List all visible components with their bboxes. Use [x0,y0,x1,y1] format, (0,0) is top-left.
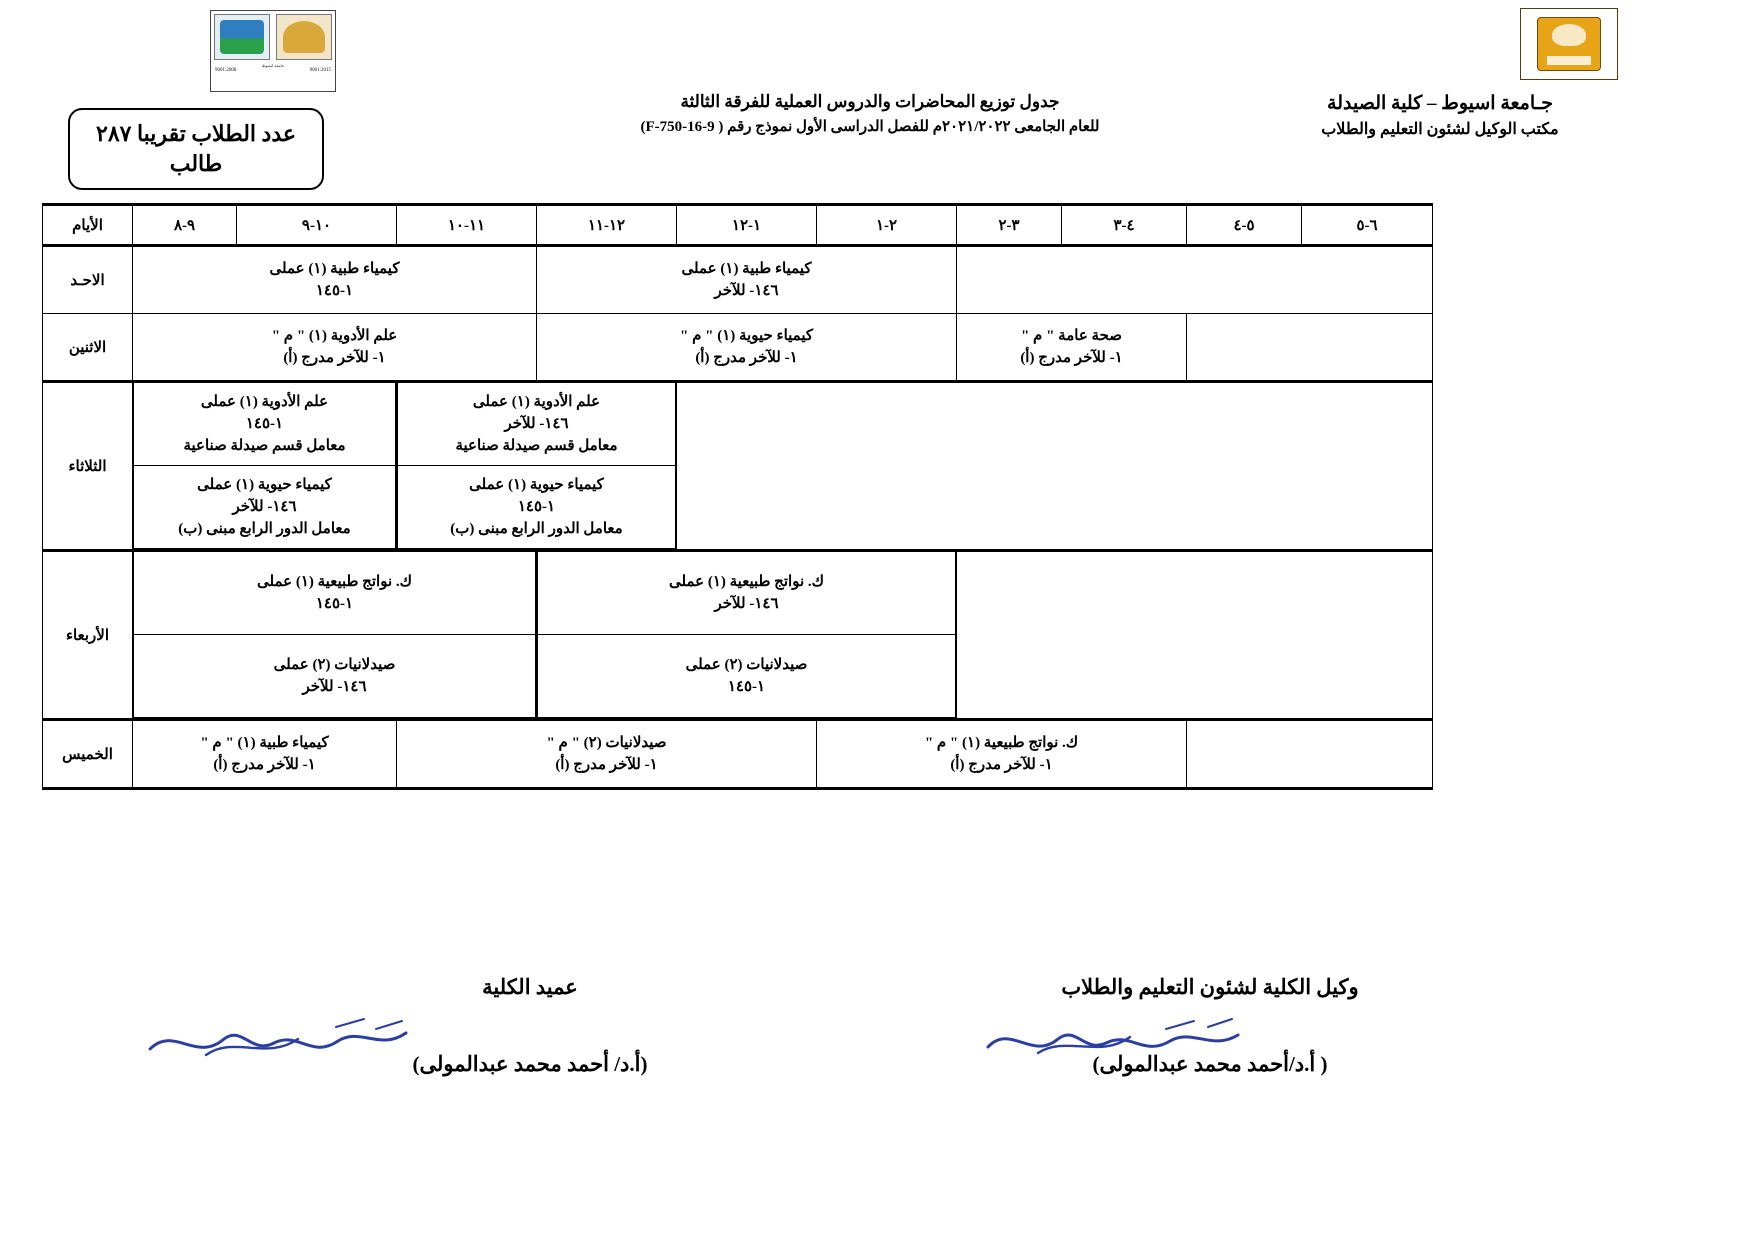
sunday-session-2-line2: ١-١٤٥ [315,283,354,299]
wednesday-b-s1-line1: ك. نواتج طبيعية (١) عملى [256,574,412,590]
title-secondary: للعام الجامعى ٢٠٢١/٢٠٢٢م للفصل الدراسى الأول نموذج رقم ( 9-16-750-F) [640,119,1100,135]
vice-dean-title: وكيل الكلية لشئون التعليم والطلاب [1061,975,1359,999]
day-label-thursday: الخميس [43,720,133,789]
time-slot-5-6: ٦-٥ [1302,205,1433,246]
time-slot-3-4: ٤-٣ [1062,205,1187,246]
tuesday-b-session-2-cell [134,466,396,549]
thursday-session-3-line2: ١- للآخر مدرج (أ) [213,757,316,773]
table-row-tuesday [43,382,1433,551]
wednesday-b-s1-line2: ١-١٤٥ [315,596,354,612]
wednesday-a-s1-line2: ١٤٦- للآخر [714,596,779,612]
monday-session-3-line1: علم الأدوية (١) " م " [271,328,398,344]
page-header [0,0,1755,190]
time-slot-10-11: ١١-١٠ [397,205,537,246]
days-column-header: الأيام [43,205,133,246]
time-header-row [43,205,1433,246]
tuesday-a-s2-line3: معامل الدور الرابع مبنى (ب) [450,521,623,537]
office-name: مكتب الوكيل لشئون التعليم والطلاب [1321,121,1559,138]
tuesday-b-session-1 [134,383,396,466]
sunday-session-1-line2: ١٤٦- للآخر [714,283,779,299]
title-primary: جدول توزيع المحاضرات والدروس العملية للفرقة الثالثة [680,92,1060,111]
wednesday-b-session-1 [134,552,536,635]
dean-title: عميد الكلية [482,975,578,999]
wednesday-column-b-sessions [133,552,536,718]
time-slot-1-2: ٢-١ [817,205,957,246]
monday-empty-afternoon [1187,314,1433,382]
thursday-empty-afternoon [1187,720,1433,789]
table-row-wednesday [43,551,1433,720]
sunday-session-1 [537,246,957,314]
iso-label-right: 9001:2008 [215,68,237,73]
university-emblem-icon [276,14,332,60]
monday-session-1-line2: ١- للآخر مدرج (أ) [1020,350,1123,366]
schedule-table [42,203,1433,790]
wednesday-b-s2-line2: ١٤٦- للآخر [302,679,367,695]
table-row-thursday [43,720,1433,789]
tuesday-a-s2-line2: ١-١٤٥ [517,499,556,515]
signature-vice-dean [980,975,1440,1077]
tuesday-a-s1-line1: علم الأدوية (١) عملى [472,394,601,410]
tuesday-a-s2-line1: كيمياء حيوية (١) عملى [469,477,604,493]
iso-marks [211,68,335,75]
wednesday-b-session-2-cell [134,635,536,718]
sunday-empty-afternoon [957,246,1433,314]
day-label-monday: الاثنين [43,314,133,382]
tuesday-b-s1-line3: معامل قسم صيدلة صناعية [183,438,346,454]
tuesday-a-s1-line3: معامل قسم صيدلة صناعية [455,438,618,454]
time-slot-2-3: ٣-٢ [957,205,1062,246]
thursday-session-1-line1: ك. نواتج طبيعية (١) " م " [924,735,1079,751]
monday-session-1-line1: صحة عامة " م " [1020,328,1122,344]
wednesday-column-b [133,551,537,720]
logo-caption: جامعة اسيوط [261,63,285,68]
wednesday-column-a-sessions [537,552,956,718]
wednesday-b-session-2 [134,635,536,718]
tuesday-a-session-1 [398,383,676,466]
monday-session-2 [537,314,957,382]
tuesday-b-session-1-cell [134,383,396,466]
student-count-line2: طالب [169,151,223,176]
day-label-tuesday: الثلاثاء [43,382,133,551]
tuesday-b-s2-line2: ١٤٦- للآخر [232,499,297,515]
tuesday-b-session-2 [134,466,396,549]
tuesday-column-a-sessions [397,383,676,549]
tuesday-b-s1-line2: ١-١٤٥ [245,416,284,432]
student-count-line1: عدد الطلاب تقريبا ٢٨٧ [96,121,296,146]
time-slot-12-1: ١-١٢ [677,205,817,246]
monday-session-3 [133,314,537,382]
monday-session-2-line1: كيمياء حيوية (١) " م " [680,328,813,344]
monday-session-1 [957,314,1187,382]
tuesday-a-session-2-cell [398,466,676,549]
thursday-session-1 [817,720,1187,789]
wednesday-empty-afternoon [957,551,1433,720]
wednesday-a-s1-line1: ك. نواتج طبيعية (١) عملى [668,574,824,590]
monday-session-3-line2: ١- للآخر مدرج (أ) [283,350,386,366]
signature-dean [330,975,730,1077]
university-name: جـامعة اسيوط – كلية الصيدلة [1327,93,1553,114]
institution-heading [1280,92,1600,139]
wednesday-a-session-1-cell [538,552,956,635]
day-label-wednesday: الأربعاء [43,551,133,720]
faculty-logo [1520,8,1618,80]
sunday-session-1-line1: كيمياء طبية (١) عملى [681,261,812,277]
time-slot-11-12: ١٢-١١ [537,205,677,246]
wednesday-a-session-1 [538,552,956,635]
time-slot-8-9: ٩-٨ [133,205,237,246]
thursday-session-1-line2: ١- للآخر مدرج (أ) [950,757,1053,773]
schedule-table-wrapper [62,203,1433,790]
tuesday-b-s2-line1: كيمياء حيوية (١) عملى [197,477,332,493]
student-count-box [68,108,324,190]
tuesday-column-a [397,382,677,551]
tuesday-column-b [133,382,397,551]
thursday-session-2-line1: صيدلانيات (٢) " م " [546,735,667,751]
sunday-session-2-line1: كيمياء طبية (١) عملى [269,261,400,277]
wednesday-a-s2-line1: صيدلانيات (٢) عملى [685,657,808,673]
thursday-session-2 [397,720,817,789]
tuesday-a-session-2 [398,466,676,549]
wednesday-a-s2-line2: ١-١٤٥ [727,679,766,695]
signature-area [0,975,1755,1135]
schedule-body [43,205,1433,789]
monday-session-2-line2: ١- للآخر مدرج (أ) [695,350,798,366]
time-slot-4-5: ٥-٤ [1187,205,1302,246]
tuesday-empty-afternoon [677,382,1433,551]
iso-label-left: 9001:2015 [309,68,331,73]
table-row-monday [43,314,1433,382]
thursday-session-3 [133,720,397,789]
tuesday-a-session-1-cell [398,383,676,466]
wednesday-column-a [537,551,957,720]
vice-dean-name: ( أ.د/أحمد محمد عبدالمولى) [1092,1052,1328,1076]
assiut-university-logo-pair [210,10,336,92]
tuesday-b-s1-line1: علم الأدوية (١) عملى [200,394,329,410]
wednesday-a-session-2-cell [538,635,956,718]
dean-name: (أ.د/ أحمد محمد عبدالمولى) [412,1052,648,1076]
wednesday-a-session-2 [538,635,956,718]
document-title [610,92,1130,136]
tuesday-column-b-sessions [133,383,396,549]
wednesday-b-s2-line1: صيدلانيات (٢) عملى [273,657,396,673]
thursday-session-2-line2: ١- للآخر مدرج (أ) [555,757,658,773]
sunday-session-2 [133,246,537,314]
table-row-sunday [43,246,1433,314]
pharmacy-emblem-icon [214,14,270,60]
tuesday-a-s1-line2: ١٤٦- للآخر [504,416,569,432]
thursday-session-3-line1: كيمياء طبية (١) " م " [200,735,329,751]
day-label-sunday: الاحـد [43,246,133,314]
faculty-logo-icon [1537,17,1601,71]
time-slot-9-10: ١٠-٩ [237,205,397,246]
tuesday-b-s2-line3: معامل الدور الرابع مبنى (ب) [178,521,351,537]
wednesday-b-session-1-cell [134,552,536,635]
